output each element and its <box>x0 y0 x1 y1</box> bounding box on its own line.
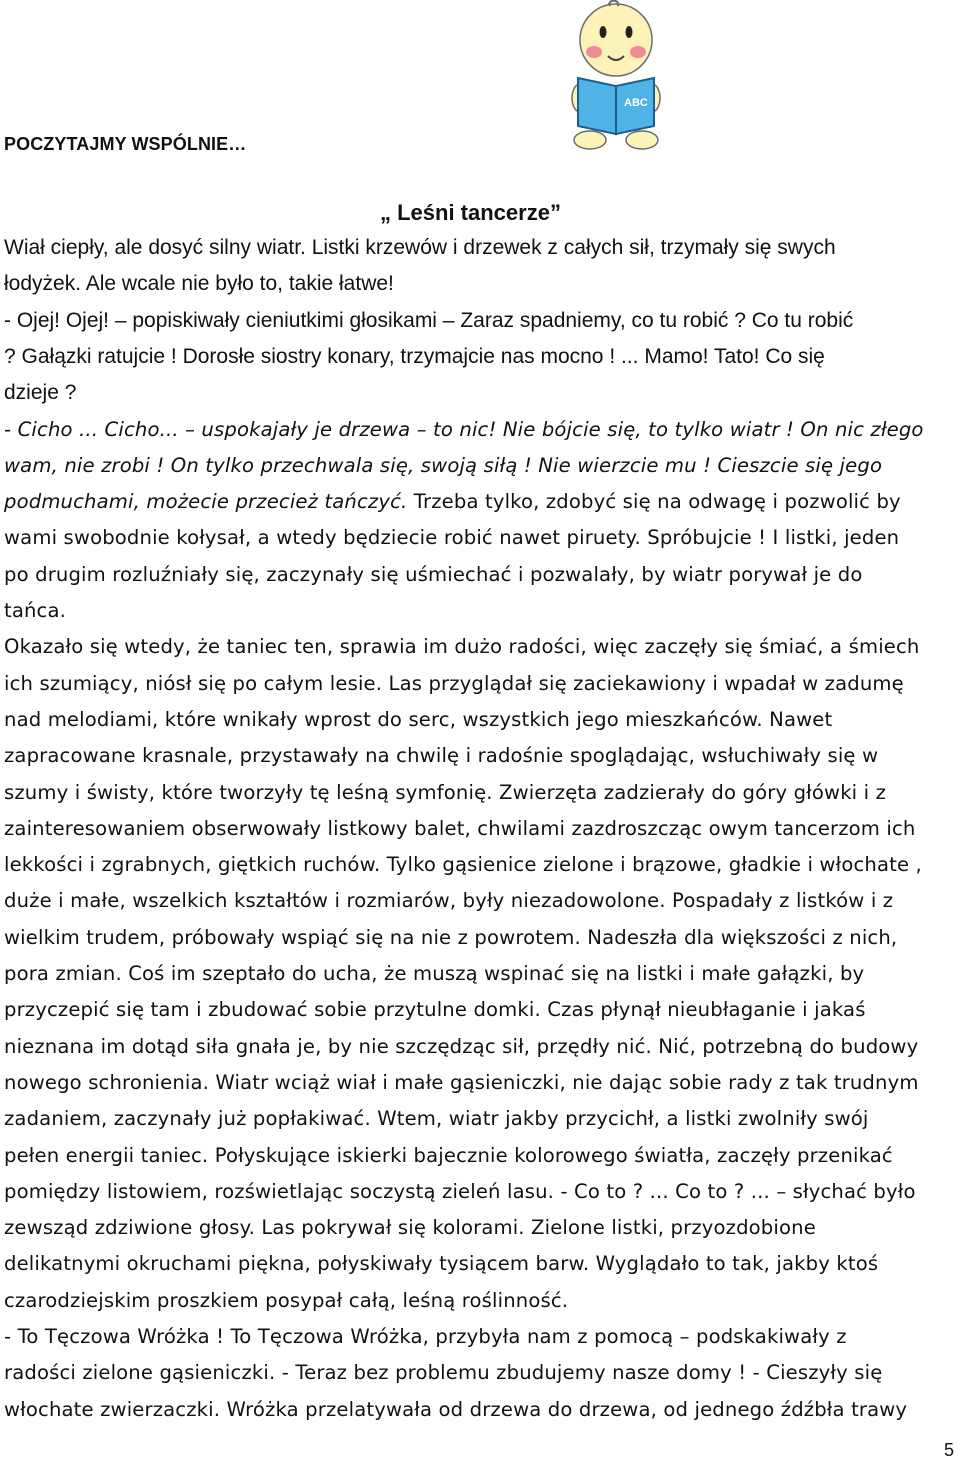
story-line <box>4 956 864 992</box>
story-text-segment: duże i małe, wszelkich kształtów i rozmiarów, były niezadowolone. Pospadały z listków i z <box>4 889 894 913</box>
story-text-segment: zadaniem, zaczynały już popłakiwać. Wtem, wiatr jakby przycichł, a listki zwolniły swój <box>4 1107 869 1131</box>
story-line <box>4 1029 918 1065</box>
story-text-segment: po drugim rozluźniały się, zaczynały się uśmiechać i pozwalały, by wiatr porywał je do <box>4 562 863 586</box>
story-line <box>4 702 832 738</box>
story-line <box>4 1283 568 1319</box>
story-line <box>4 1210 816 1246</box>
story-line <box>4 992 866 1028</box>
story-text-segment: Trzeba tylko, zdobyć się na odwagę i pozwolić by <box>407 490 901 514</box>
story-text-segment: dzieje ? <box>4 381 77 405</box>
story-line <box>4 811 916 847</box>
baby-reading-book-icon <box>560 0 672 152</box>
story-line <box>4 1174 916 1210</box>
story-text-segment: pełen energii taniec. Połyskujące iskierki bajecznie kolorowego światła, zaczęły przenikać <box>4 1143 893 1167</box>
story-text-segment: wam, nie zrobi ! On tylko przechwala się, swoją siłą ! Nie wierzcie mu ! Cieszcie się jego <box>4 453 883 477</box>
story-line <box>4 339 825 375</box>
page-heading: POCZYTAJMY WSPÓLNIE… <box>4 134 247 154</box>
story-line <box>4 1138 893 1174</box>
story-line <box>4 230 836 266</box>
story-text-segment: ? Gałązki ratujcie ! Dorosłe siostry konary, trzymajcie nas mocno ! ... Mamo! Tato! Co się <box>4 344 825 368</box>
story-text-segment: szumy i świsty, które tworzyły tę leśną symfonię. Zwierzęta zadzierały do góry główki i z <box>4 780 887 804</box>
story-text-segment: lekkości i zgrabnych, giętkich ruchów. Tylko gąsienice zielone i brązowe, gładkie i włochate , <box>4 853 922 877</box>
story-line <box>4 520 899 556</box>
story-text-segment: Wiał ciepły, ale dosyć silny wiatr. Listki krzewów i drzewek z całych sił, trzymały się swych <box>4 236 836 259</box>
story-text-segment: ich szumiący, niósł się po całym lesie. Las przyglądał się zaciekawiony i wpadał w zadumę <box>4 671 904 695</box>
story-text-segment: łodyżek. Ale wcale nie było to, takie łatwe! <box>4 272 394 296</box>
story-text-segment: delikatnymi okruchami piękna, połyskiwały tysiącem barw. Wyglądało to tak, jakby ktoś <box>4 1252 879 1276</box>
story-line <box>4 847 922 883</box>
story-text-segment: nad melodiami, które wnikały wprost do serc, wszystkich jego mieszkańców. Nawet <box>4 707 833 731</box>
story-text-segment: tańca. <box>4 599 67 622</box>
story-text-segment: podmuchami, możecie przecież tańczyć. <box>4 490 408 514</box>
story-text-segment: wielkim trudem, próbowały wspiąć się na nie z powrotem. Nadeszła dla większości z nich, <box>4 925 898 949</box>
story-text-segment: przyczepić się tam i zbudować sobie przytulne domki. Czas płynął nieubłaganie i jakaś <box>4 998 866 1022</box>
story-text-segment: włochate zwierzaczki. Wróżka przelatywała od drzewa do drzewa, od jednego źdźbła trawy <box>4 1397 908 1421</box>
story-line <box>4 266 394 302</box>
story-line <box>4 1246 878 1282</box>
story-text-segment: pomiędzy listowiem, rozświetlając soczystą zieleń lasu. - Co to ? ... Co to ? ... – słychać było <box>4 1179 916 1203</box>
story-line <box>4 448 882 484</box>
story-line <box>4 303 853 339</box>
story-line <box>4 738 878 774</box>
story-text-segment: Okazało się wtedy, że taniec ten, sprawia im dużo radości, więc zaczęły się śmiać, a śmiech <box>4 635 920 659</box>
story-text-segment: zapracowane krasnale, przystawały na chwilę i radośnie spoglądając, wsłuchiwały się w <box>4 744 879 768</box>
story-text-segment: zewsząd zdziwione głosy. Las pokrywał się kolorami. Zielone listki, przyozdobione <box>4 1216 816 1240</box>
story-text-segment: - Ojej! Ojej! – popiskiwały cieniutkimi głosikami – Zaraz spadniemy, co tu robić ? Co tu robić <box>4 308 854 332</box>
story-text-segment: radości zielone gąsieniczki. - Teraz bez problemu zbudujemy nasze domy ! - Cieszyły się <box>4 1361 883 1385</box>
book-cover-text: ABC <box>624 97 648 109</box>
story-line <box>4 1392 907 1428</box>
story-text-segment: czarodziejskim proszkiem posypał całą, leśną roślinność. <box>4 1288 569 1312</box>
story-text-segment: - To Tęczowa Wróżka ! To Tęczowa Wróżka, przybyła nam z pomocą – podskakiwały z <box>4 1325 847 1348</box>
story-text-segment: nieznana im dotąd siła gnała je, by nie szczędząc sił, przędły nić. Nić, potrzebną do budowy <box>4 1034 919 1058</box>
story-line <box>4 1355 882 1391</box>
story-line <box>4 1065 919 1101</box>
story-text-segment: zainteresowaniem obserwowały listkowy balet, chwilami zazdroszcząc owym tancerzom ich <box>4 816 916 840</box>
story-line <box>4 557 862 593</box>
story-text-segment: - Cicho ... Cicho... – uspokajały je drzewa – to nic! Nie bójcie się, to tylko wiatr ! On nic złego <box>4 417 924 441</box>
story-line <box>4 883 893 919</box>
story-text-segment: wami swobodnie kołysał, a wtedy będziecie robić nawet piruety. Spróbujcie ! I listki, jeden <box>4 526 900 550</box>
story-line <box>4 484 901 520</box>
story-line <box>4 666 904 702</box>
story-line <box>4 629 919 665</box>
story-text-segment: pora zmian. Coś im szeptało do ucha, że muszą wspinać się na listki i małe gałązki, by <box>4 962 865 985</box>
story-line <box>4 775 886 811</box>
story-line <box>4 1319 847 1355</box>
page-number: 5 <box>943 1440 954 1460</box>
story-line <box>4 920 897 956</box>
story-line <box>4 412 924 448</box>
story-title: „ Leśni tancerze” <box>380 200 561 225</box>
story-line <box>4 1101 869 1137</box>
story-line <box>4 375 76 411</box>
story-line <box>4 593 66 629</box>
story-text-segment: nowego schronienia. Wiatr wciąż wiał i małe gąsieniczki, nie dając sobie rady z tak trudnym <box>4 1070 919 1094</box>
